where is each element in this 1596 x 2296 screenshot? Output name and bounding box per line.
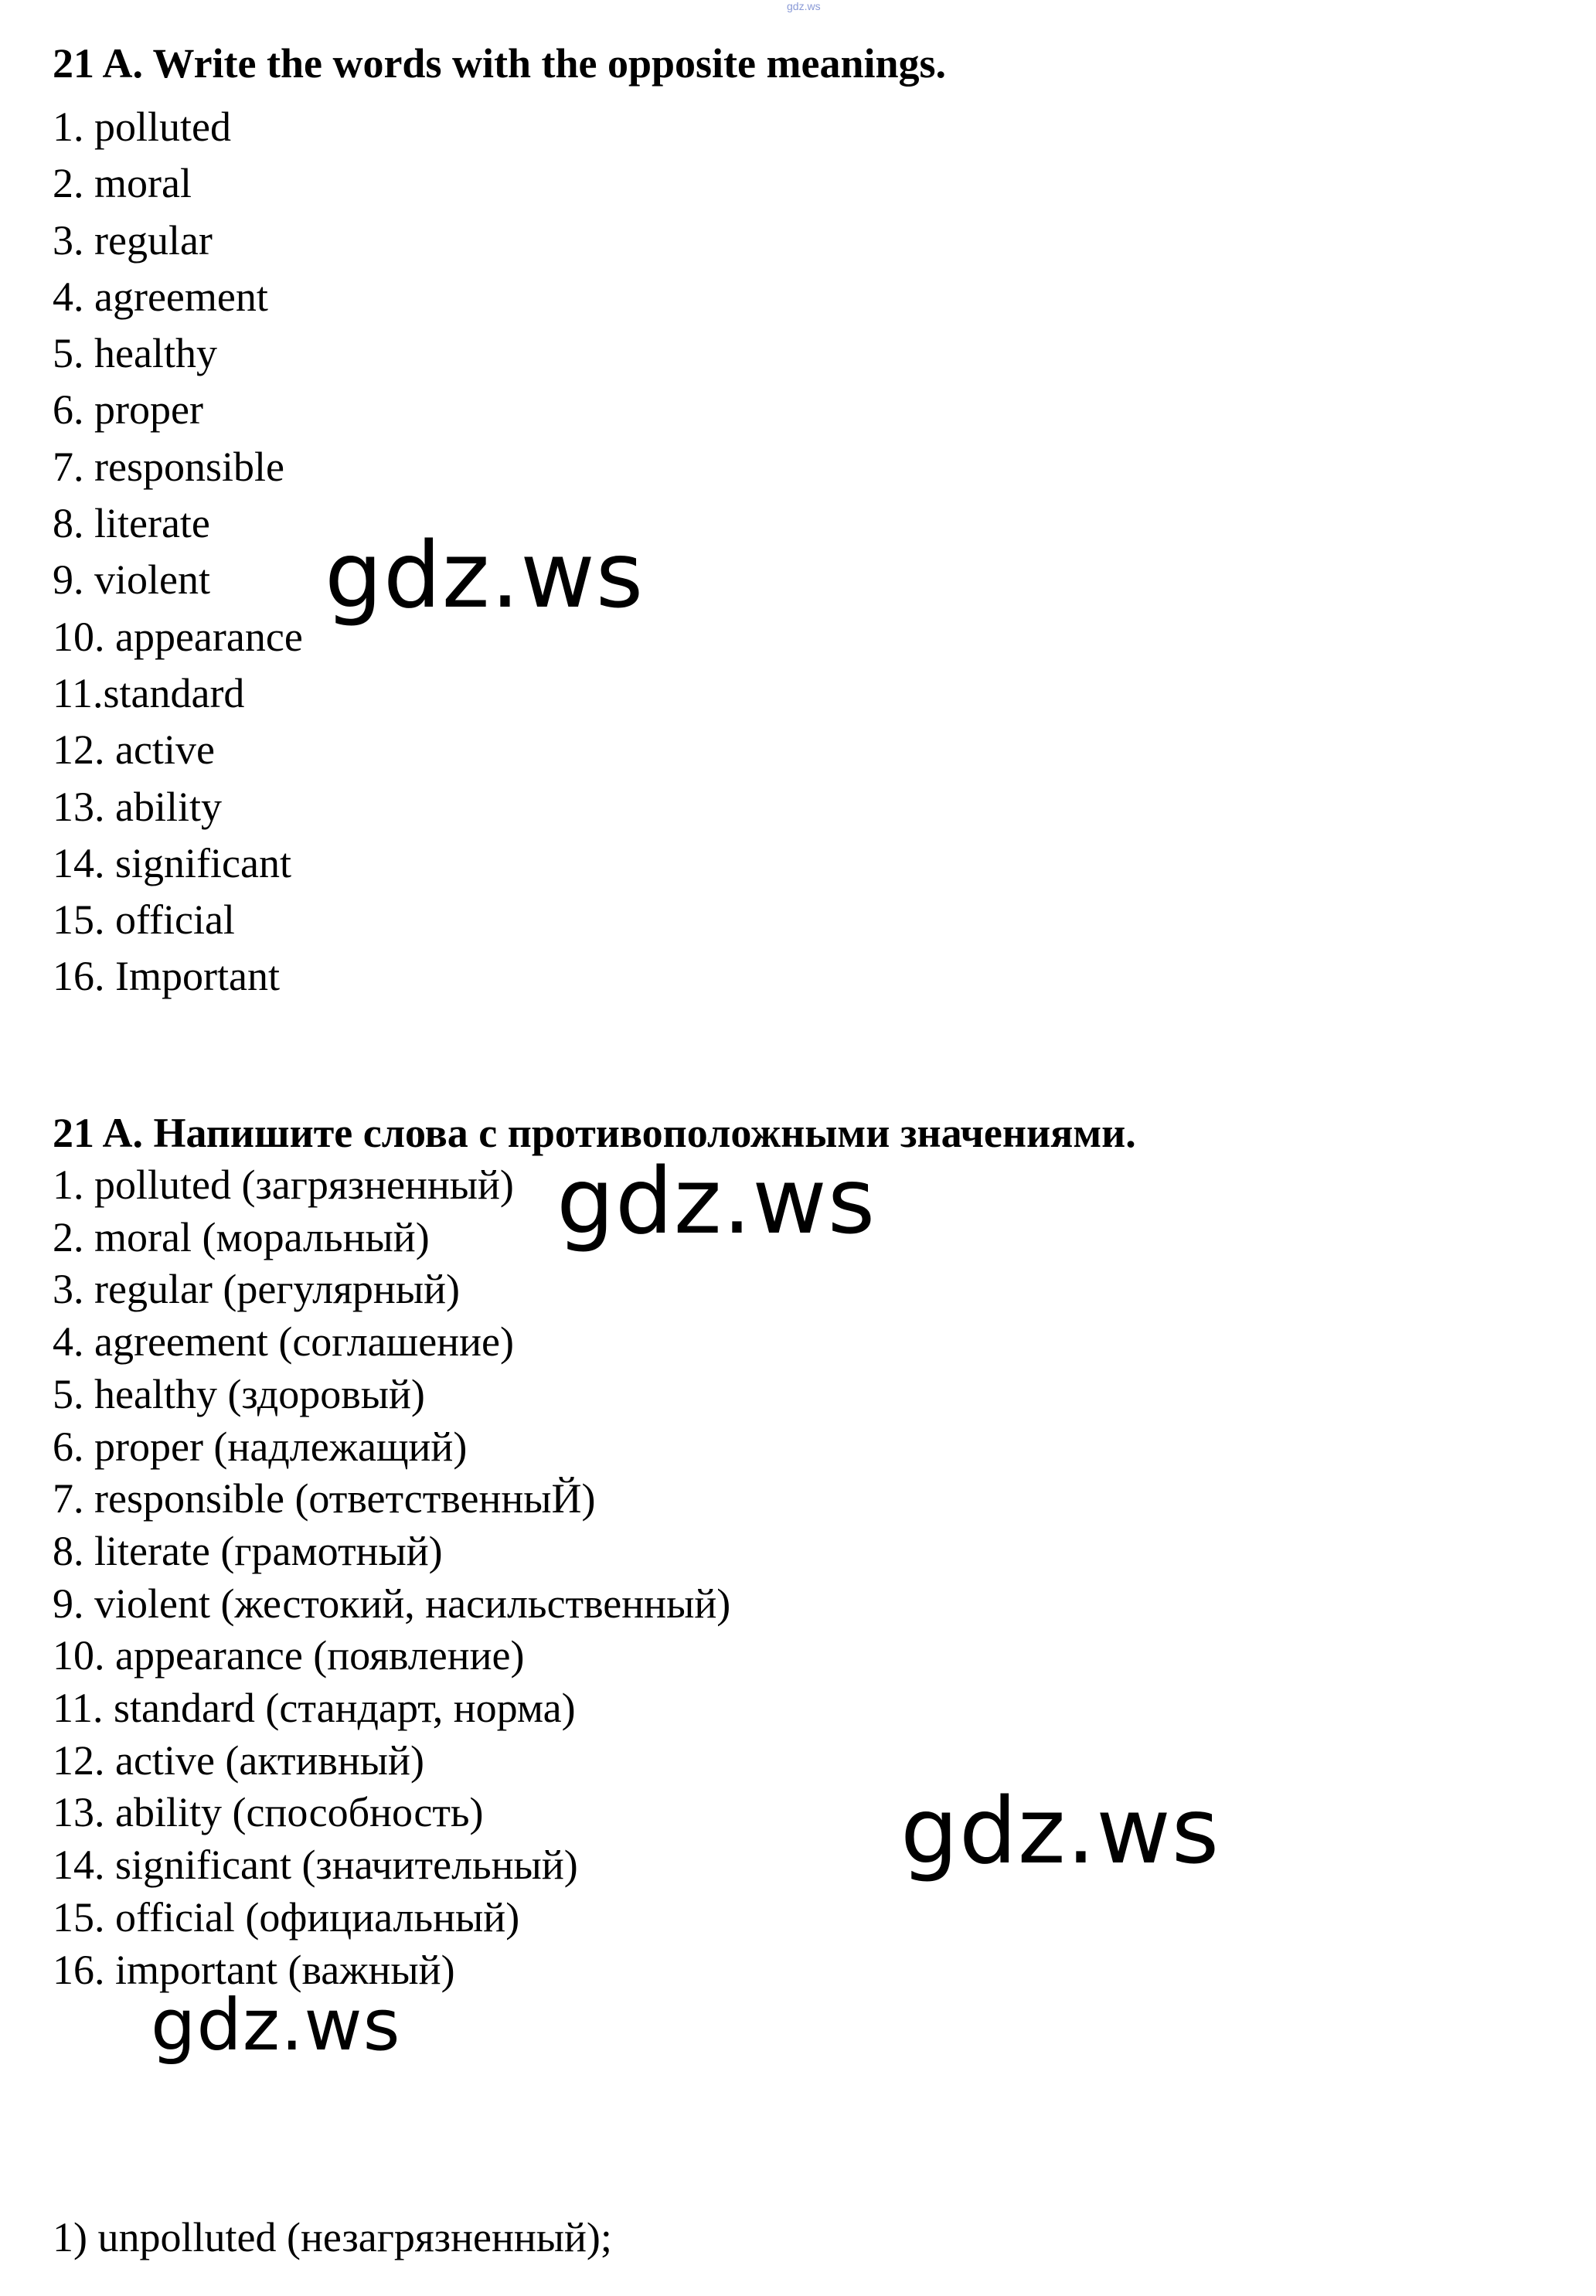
list-item: 12. active — [53, 726, 215, 774]
list-item: 11.standard — [53, 669, 245, 716]
list-item: 15. official (официальный) — [53, 1893, 520, 1941]
list-item: 8. literate — [53, 500, 210, 547]
watermark-logo: gdz.ws — [151, 1984, 401, 2066]
list-item: 13. ability (способность) — [53, 1789, 484, 1836]
list-item: 4. agreement (соглашение) — [53, 1318, 514, 1366]
list-item: 6. proper (надлежащий) — [53, 1423, 468, 1470]
list-item: 7. responsible (ответственныЙ) — [53, 1475, 596, 1522]
list-item: 5. healthy — [53, 330, 217, 377]
list-item: 14. significant — [53, 839, 291, 886]
list-item: 16. important (важный) — [53, 1946, 455, 1993]
list-item: 16. Important — [53, 953, 280, 1000]
word-list-russian — [53, 1159, 730, 1996]
top-watermark: gdz.ws — [787, 0, 821, 12]
list-item: 6. proper — [53, 386, 203, 434]
list-item: 10. appearance (появление) — [53, 1632, 525, 1679]
watermark-logo: gdz.ws — [325, 522, 645, 628]
list-item: 13. ability — [53, 783, 222, 830]
list-item: 3. regular (регулярный) — [53, 1266, 460, 1313]
list-item: 5. healthy (здоровый) — [53, 1370, 425, 1417]
list-item: 3. regular — [53, 216, 213, 264]
list-item: 7. responsible — [53, 443, 284, 490]
list-item: 9. violent — [53, 556, 210, 604]
list-item: 9. violent (жестокий, насильственный) — [53, 1580, 731, 1627]
list-item: 15. official — [53, 896, 235, 944]
list-item: 2. moral — [53, 160, 192, 207]
heading-english: 21 A. Write the words with the opposite meanings. — [53, 40, 947, 87]
watermark-logo: gdz.ws — [556, 1148, 876, 1254]
list-item: 10. appearance — [53, 613, 303, 660]
list-item: 14. significant (значительный) — [53, 1842, 578, 1889]
answer-line: 1) unpolluted (незагрязненный); — [53, 2214, 612, 2260]
list-item: 1. polluted (загрязненный) — [53, 1162, 514, 1208]
heading-russian: 21 A. Напишите слова с противоположными значениями. — [53, 1110, 1136, 1156]
list-item: 4. agreement — [53, 273, 268, 320]
watermark-logo: gdz.ws — [900, 1777, 1220, 1884]
list-item: 8. literate (грамотный) — [53, 1527, 443, 1574]
list-item: 2. moral (моральный) — [53, 1213, 430, 1260]
list-item: 12. active (активный) — [53, 1736, 424, 1784]
list-item: 1. polluted — [53, 104, 231, 150]
list-item: 11. standard (стандарт, норма) — [53, 1685, 576, 1732]
word-list-english — [53, 99, 303, 1005]
